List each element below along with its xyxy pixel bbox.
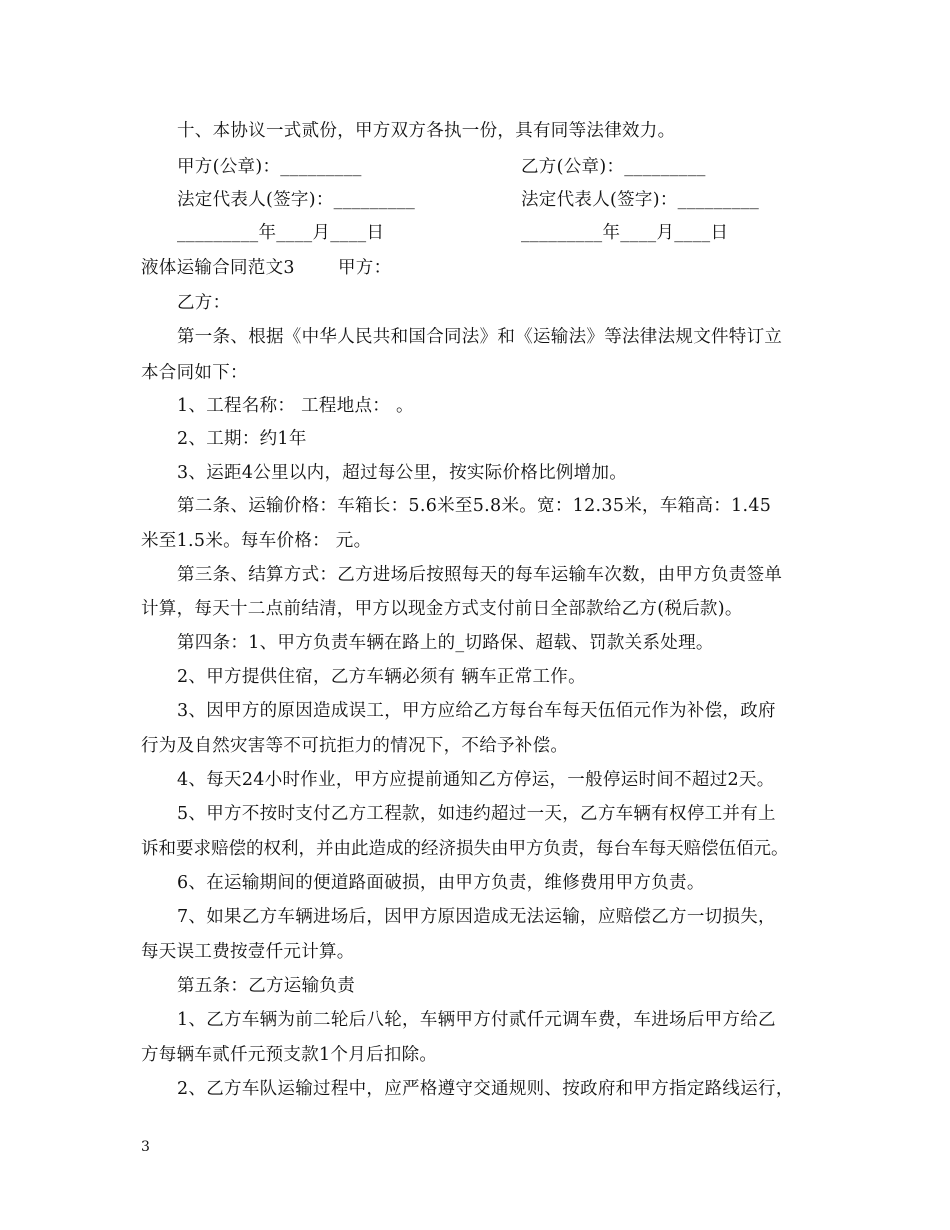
clause-10: 十、本协议一式贰份，甲方双方各执一份，具有同等法律效力。 [177, 121, 676, 141]
item-1: 1、工程名称： 工程地点： 。 [177, 396, 414, 416]
article-4-line-1: 第四条：1、甲方负责车辆在路上的_切路保、超载、罚款关系处理。 [177, 633, 714, 653]
article-4-item-7-line-2: 每天误工费按壹仟元计算。 [141, 942, 355, 962]
article-5-item-2-line-1: 2、乙方车队运输过程中，应严格遵守交通规则、按政府和甲方指定路线运行， [177, 1079, 794, 1099]
section-title-line [141, 256, 901, 280]
party-b-representative: 法定代表人(签字)：_________ [521, 190, 760, 210]
item-2: 2、工期：约1年 [177, 429, 307, 449]
article-4-item-2: 2、甲方提供住宿，乙方车辆必须有 辆车正常工作。 [177, 667, 586, 687]
party-b-seal: 乙方(公章)：_________ [521, 157, 706, 177]
article-5-title: 第五条：乙方运输负责 [177, 976, 355, 996]
article-4-item-5-line-2: 诉和要求赔偿的权利，并由此造成的经济损失由甲方负责，每台车每天赔偿伍佰元。 [141, 839, 789, 859]
article-4-item-4: 4、每天24小时作业，甲方应提前通知乙方停运，一般停运时间不超过2天。 [177, 770, 775, 790]
party-b-date: _________年____月____日 [521, 223, 729, 243]
article-3-line-1: 第三条、结算方式：乙方进场后按照每天的每车运输车次数，由甲方负责签单 [177, 565, 783, 585]
article-1-line-1: 第一条、根据《中华人民共和国合同法》和《运输法》等法律法规文件特订立 [177, 327, 783, 347]
page-number: 3 [141, 1139, 150, 1155]
article-2-line-2: 米至1.5米。每车价格： 元。 [141, 531, 372, 551]
article-1-line-2: 本合同如下： [141, 363, 248, 383]
article-5-item-1-line-1: 1、乙方车辆为前二轮后八轮，车辆甲方付贰仟元调车费，车进场后甲方给乙 [177, 1010, 776, 1030]
party-a-date: _________年____月____日 [177, 223, 385, 243]
party-a-seal: 甲方(公章)：_________ [177, 157, 362, 177]
article-4-item-3-line-1: 3、因甲方的原因造成误工，甲方应给乙方每台车每天伍佰元作为补偿，政府 [177, 701, 776, 721]
article-4-item-6: 6、在运输期间的便道路面破损，由甲方负责，维修费用甲方负责。 [177, 873, 705, 893]
article-4-item-3-line-2: 行为及自然灾害等不可抗拒力的情况下，不给予补偿。 [141, 736, 569, 756]
article-5-item-1-line-2: 方每辆车贰仟元预支款1个月后扣除。 [141, 1045, 438, 1065]
article-4-item-7-line-1: 7、如果乙方车辆进场后，因甲方原因造成无法运输，应赔偿乙方一切损失， [177, 907, 776, 927]
article-4-item-5-line-1: 5、甲方不按时支付乙方工程款，如违约超过一天，乙方车辆有权停工并有上 [177, 804, 776, 824]
item-3: 3、运距4公里以内，超过每公里，按实际价格比例增加。 [177, 463, 628, 483]
article-2-line-1: 第二条、运输价格：车箱长：5.6米至5.8米。宽：12.35米，车箱高：1.45 [177, 496, 772, 516]
party-b-line: 乙方： [177, 293, 231, 313]
section-title: 液体运输合同范文3 [141, 258, 295, 278]
title-party-a: 甲方： [338, 258, 392, 278]
article-3-line-2: 计算，每天十二点前结清，甲方以现金方式支付前日全部款给乙方(税后款)。 [141, 599, 743, 619]
party-a-representative: 法定代表人(签字)：_________ [177, 190, 416, 210]
